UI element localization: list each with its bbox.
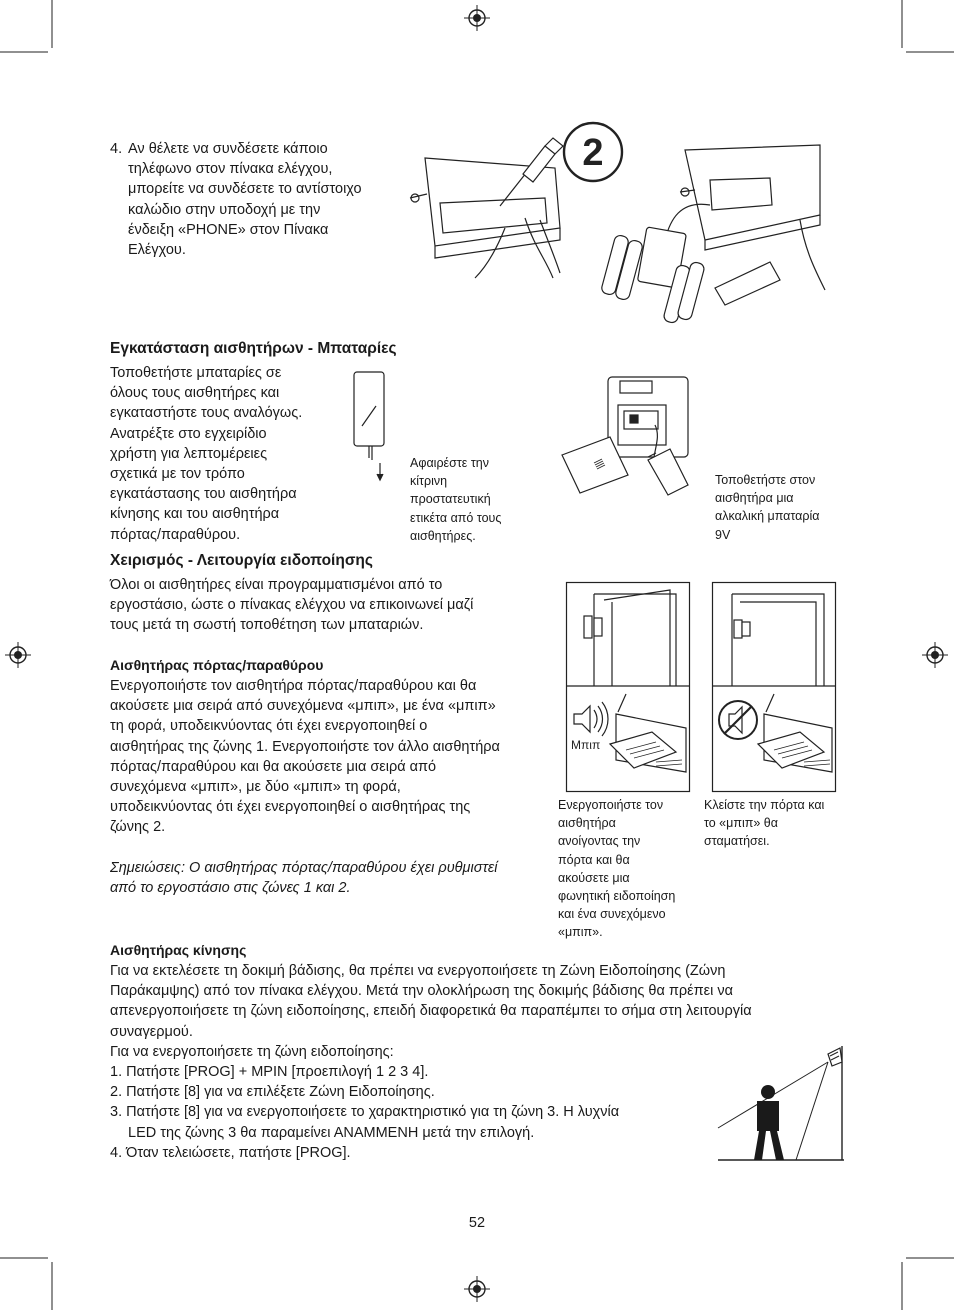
operation-body-line: Όλοι οι αισθητήρες είναι προγραμματισμένοι από το <box>110 577 443 593</box>
page-number: 52 <box>468 1215 486 1231</box>
caption-line: Τοποθετήστε στον <box>715 473 816 487</box>
caption-line: κίτρινη <box>410 474 448 489</box>
motion-step <box>110 1062 710 1082</box>
step-circle-number: 2 <box>582 132 604 174</box>
registration-mark-left <box>5 642 31 668</box>
caption-line: προστατευτική <box>410 492 491 507</box>
caption-line: το «μπιπ» θα <box>704 816 778 831</box>
motion-step <box>110 1082 710 1102</box>
sensors-body-line: εγκατάστασης του αισθητήρα <box>110 486 297 503</box>
door-closed-mute-illustration <box>712 582 836 792</box>
sensors-body-line: Τοποθετήστε μπαταρίες σε <box>110 365 282 381</box>
caption-line: Κλείστε την πόρτα και <box>704 798 825 812</box>
motion-step-number: 4. <box>110 1144 123 1161</box>
sensors-body-line: χρήστη για λεπτομέρειες <box>110 445 268 462</box>
motion-sensor-title: Αισθητήρας κίνησης <box>110 942 247 958</box>
door-body-line: ζώνης 2. <box>110 819 166 836</box>
step-4-line: ένδειξη «PHONE» στον Πίνακα <box>128 221 329 238</box>
caption-battery <box>715 471 855 544</box>
note-line: Σημειώσεις: Ο αισθητήρας πόρτας/παραθύρου έχει ρυθμιστεί <box>110 860 498 876</box>
caption-line: ακούσετε μια <box>558 870 630 885</box>
caption-line: «μπιπ». <box>558 925 603 940</box>
registration-mark-right <box>922 642 948 668</box>
step-4-number: 4. <box>110 141 123 157</box>
motion-body-line: Για να εκτελέσετε τη δοκιμή βάδισης, θα πρέπει να ενεργοποιήσετε τη Ζώνη Ειδοποίησης (Ζώνη <box>110 963 726 979</box>
motion-step-text: Όταν τελειώσετε, πατήστε [PROG]. <box>126 1144 351 1161</box>
step-4-line: Αν θέλετε να συνδέσετε κάποιο <box>128 141 328 157</box>
door-body-line: πόρτας/παραθύρου και θα ακούσετε μια σειρά από <box>110 758 437 775</box>
motion-step-number: 1. <box>110 1064 123 1080</box>
caption-line: Ενεργοποιήστε τον <box>558 798 664 812</box>
door-body-line: συνεχόμενα «μπιπ», με δύο «μπιπ» τη φορά, <box>110 779 401 796</box>
motion-step-text: Πατήστε [8] για να επιλέξετε Ζώνη Ειδοποίησης. <box>126 1084 435 1101</box>
note-line: από το εργοστάσιο στις ζώνες 1 και 2. <box>110 880 351 897</box>
motion-step-text: Πατήστε [PROG] + MPIN [προεπιλογή 1 2 3 4]. <box>126 1064 429 1080</box>
step-4-line: Ελέγχου. <box>128 242 186 259</box>
motion-step-number: 2. <box>110 1084 123 1101</box>
caption-line: αισθητήρα <box>558 816 616 831</box>
registration-mark-top <box>464 5 490 31</box>
operation-section-body <box>110 575 550 636</box>
door-body-line: τη φορά, υποδεικνύοντας ότι έχει ενεργοποιηθεί ο <box>110 718 428 735</box>
motion-steps-list <box>110 1062 710 1163</box>
caption-line: ετικέτα από τους <box>410 510 502 525</box>
motion-step <box>110 1102 710 1142</box>
walk-test-illustration <box>716 1044 846 1164</box>
door-sensor-note <box>110 858 555 898</box>
operation-section-title: Χειρισμός - Λειτουργία ειδοποίησης <box>110 552 373 569</box>
caption-line: 9V <box>715 527 731 542</box>
step-4-line: τηλέφωνο στον πίνακα ελέγχου, <box>128 161 333 178</box>
caption-door-close <box>704 796 849 851</box>
operation-body-line: εργοστάσιο, ώστε ο πίνακας ελέγχου να επικοινωνεί μαζί <box>110 597 474 614</box>
sensors-body-line: σχετικά με τον τρόπο <box>110 466 245 483</box>
motion-step-number: 3. <box>110 1104 123 1121</box>
motion-step <box>110 1143 710 1163</box>
door-open-beep-illustration <box>566 582 690 792</box>
door-sensor-tab-illustration <box>352 368 392 483</box>
caption-line: Αφαιρέστε την <box>410 456 489 470</box>
motion-body-line: απενεργοποιήσετε τη ζώνη ειδοποίησης, επειδή διαφορετικά θα παραπέμπει το σήμα στη λειτουργία <box>110 1003 752 1020</box>
registration-mark-bottom <box>464 1276 490 1302</box>
beep-label: Μπιπ <box>571 738 601 752</box>
motion-body-line: συναγερμού. <box>110 1023 193 1040</box>
door-body-line: υποδεικνύοντας ότι έχει ενεργοποιηθεί ο αισθητήρας της <box>110 799 471 816</box>
step-4-line: μπορείτε να συνδέσετε το αντίστοιχο <box>128 181 362 198</box>
caption-line: ανοίγοντας την <box>558 834 641 849</box>
caption-door-open <box>558 796 703 942</box>
sensors-body-line: όλους τους αισθητήρες και <box>110 385 280 402</box>
motion-sensor-battery-illustration <box>560 375 700 500</box>
battery-insert-illustration <box>600 140 800 330</box>
sensors-section-title: Εγκατάσταση αισθητήρων - Μπαταρίες <box>110 340 397 357</box>
sensors-section-body <box>110 363 350 545</box>
motion-step-continuation: LED της ζώνης 3 θα παραμείνει ΑΝΑΜΜΕΝΗ μετά την επιλογή. <box>128 1124 535 1141</box>
sensors-body-line: εγκαταστήστε τους αναλόγως. <box>110 405 303 422</box>
door-body-line: ακούσετε μια σειρά από συνεχόμενα «μπιπ», με ένα «μπιπ» <box>110 698 496 715</box>
door-body-line: αισθητήρας της ζώνης 1. Ενεργοποιήστε τον άλλο αισθητήρα <box>110 738 500 755</box>
step-4-line: καλώδιο στην υποδοχή με την <box>128 201 321 218</box>
caption-line: πόρτα και θα <box>558 852 630 867</box>
sensors-body-line: κίνησης και του αισθητήρα <box>110 506 280 523</box>
motion-body-line: Παράκαμψης) από τον πίνακα ελέγχου. Μετά την ολοκλήρωση της δοκιμής βάδισης θα πρέπει να <box>110 983 733 1000</box>
motion-body-line: Για να ενεργοποιήσετε τη ζώνη ειδοποίησης: <box>110 1043 394 1060</box>
caption-remove-label <box>410 454 540 545</box>
sensors-body-line: πόρτας/παραθύρου. <box>110 526 241 543</box>
caption-line: σταματήσει. <box>704 834 770 849</box>
caption-line: αισθητήρες. <box>410 528 476 543</box>
caption-line: φωνητική ειδοποίηση <box>558 889 676 904</box>
operation-body-line: τους μετά τη σωστή τοποθέτηση των μπαταριών. <box>110 617 424 634</box>
door-body-line: Ενεργοποιήστε τον αισθητήρα πόρτας/παραθύρου και θα <box>110 678 477 694</box>
caption-line: αισθητήρα μια <box>715 491 794 506</box>
motion-step-text: Πατήστε [8] για να ενεργοποιήσετε το χαρακτηριστικό για τη ζώνη 3. Η λυχνία <box>126 1104 620 1121</box>
sensors-body-line: Ανατρέξτε στο εγχειρίδιο <box>110 425 267 442</box>
door-sensor-title: Αισθητήρας πόρτας/παραθύρου <box>110 657 324 673</box>
caption-line: αλκαλική μπαταρία <box>715 509 820 524</box>
door-sensor-body <box>110 676 555 838</box>
caption-line: και ένα συνεχόμενο <box>558 907 666 922</box>
